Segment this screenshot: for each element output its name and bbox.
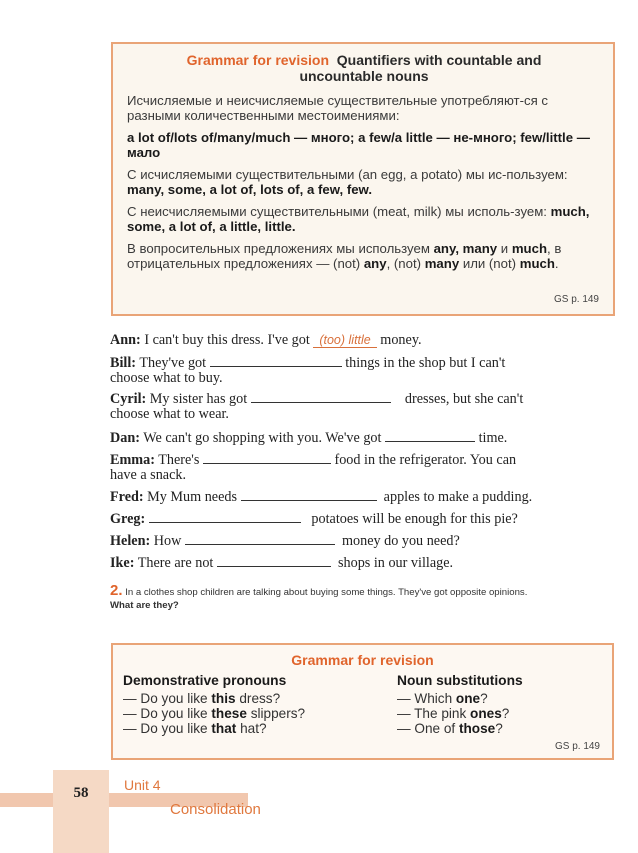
- grammar-box2-title: Grammar for revision: [291, 652, 434, 668]
- answer-blank[interactable]: [385, 432, 475, 442]
- example-line: — The pink ones?: [397, 706, 510, 721]
- dialogue-line-bill: Bill: They've got things in the shop but I can't choose what to buy.: [110, 355, 506, 386]
- answer-blank[interactable]: [251, 393, 391, 403]
- answer-blank[interactable]: [241, 491, 377, 501]
- task-number: 2.: [110, 582, 123, 599]
- task-2: [110, 582, 620, 612]
- uncountable-rule: С неисчисляемыми существительными (meat, milk) мы исполь-зуем: much, some, a lot of, a little, little.: [127, 204, 590, 234]
- example-line: — One of those?: [397, 721, 503, 736]
- unit-label: Unit 4: [124, 777, 161, 793]
- grammar-reference: GS p. 149: [554, 741, 600, 752]
- intro-text: Исчисляемые и неисчисляемые существительные употребляют-ся с разными количественными местоимениями:: [127, 93, 548, 123]
- section-label: Consolidation: [170, 801, 261, 818]
- example-line: — Do you like that hat?: [123, 721, 267, 736]
- answer-blank[interactable]: [210, 357, 342, 367]
- dialogue-line-dan: Dan: We can't go shopping with you. We've got time.: [110, 430, 508, 446]
- dialogue-line-greg: Greg: potatoes will be enough for this pie?: [110, 511, 518, 527]
- task-question: What are they?: [110, 600, 179, 611]
- answer-blank[interactable]: [149, 513, 301, 523]
- grammar-box-pronouns: [111, 643, 614, 760]
- dialogue-line-helen: Helen: How money do you need?: [110, 533, 460, 549]
- filled-answer: (too) little: [313, 333, 376, 348]
- example-line: — Do you like this dress?: [123, 691, 281, 706]
- answer-blank[interactable]: [185, 535, 335, 545]
- grammar-box-quantifiers: [111, 42, 615, 316]
- dialogue-line-emma: Emma: There's food in the refrigerator. You can have a snack.: [110, 452, 517, 483]
- page-number-tab: [53, 770, 109, 853]
- noun-substitutions-column: Noun substitutions — Which one? — The pink ones? — One of those?: [397, 673, 523, 736]
- answer-blank[interactable]: [203, 454, 331, 464]
- dialogue-line-fred: Fred: My Mum needs apples to make a pudding.: [110, 489, 533, 505]
- dialogue-line-cyril: Cyril: My sister has got dresses, but she can't choose what to wear.: [110, 391, 524, 422]
- grammar-box-title: Grammar for revision Quantifiers with countable and uncountable nouns: [186, 52, 542, 84]
- grammar-reference: GS p. 149: [553, 294, 599, 305]
- task-instruction: In a clothes shop children are talking about buying some things. They've got opposite opinions.: [125, 587, 528, 598]
- dialogue-line-ike: Ike: There are not shops in our village.: [110, 555, 454, 571]
- rule-text: a lot of/lots of/many/much — много; a few/a little — не-много; few/little — мало: [127, 130, 590, 160]
- example-line: — Do you like these slippers?: [123, 706, 306, 721]
- question-rule: В вопросительных предложениях мы используем any, many и much, в отрицательных предложениях — (not) any, (not) many или (not) much.: [127, 241, 562, 271]
- countable-rule: С исчисляемыми существительными (an egg, a potato) мы ис-пользуем: many, some, a lot of, lots of, a few, few.: [127, 167, 568, 197]
- answer-blank[interactable]: [217, 557, 331, 567]
- demonstrative-pronouns-column: Demonstrative pronouns — Do you like this dress? — Do you like these slippers? — Do you like that hat?: [123, 673, 306, 736]
- dialogue-line-ann: Ann: I can't buy this dress. I've got (too) little money.: [110, 332, 422, 348]
- page-number: 58: [73, 785, 89, 801]
- example-line: — Which one?: [397, 691, 488, 706]
